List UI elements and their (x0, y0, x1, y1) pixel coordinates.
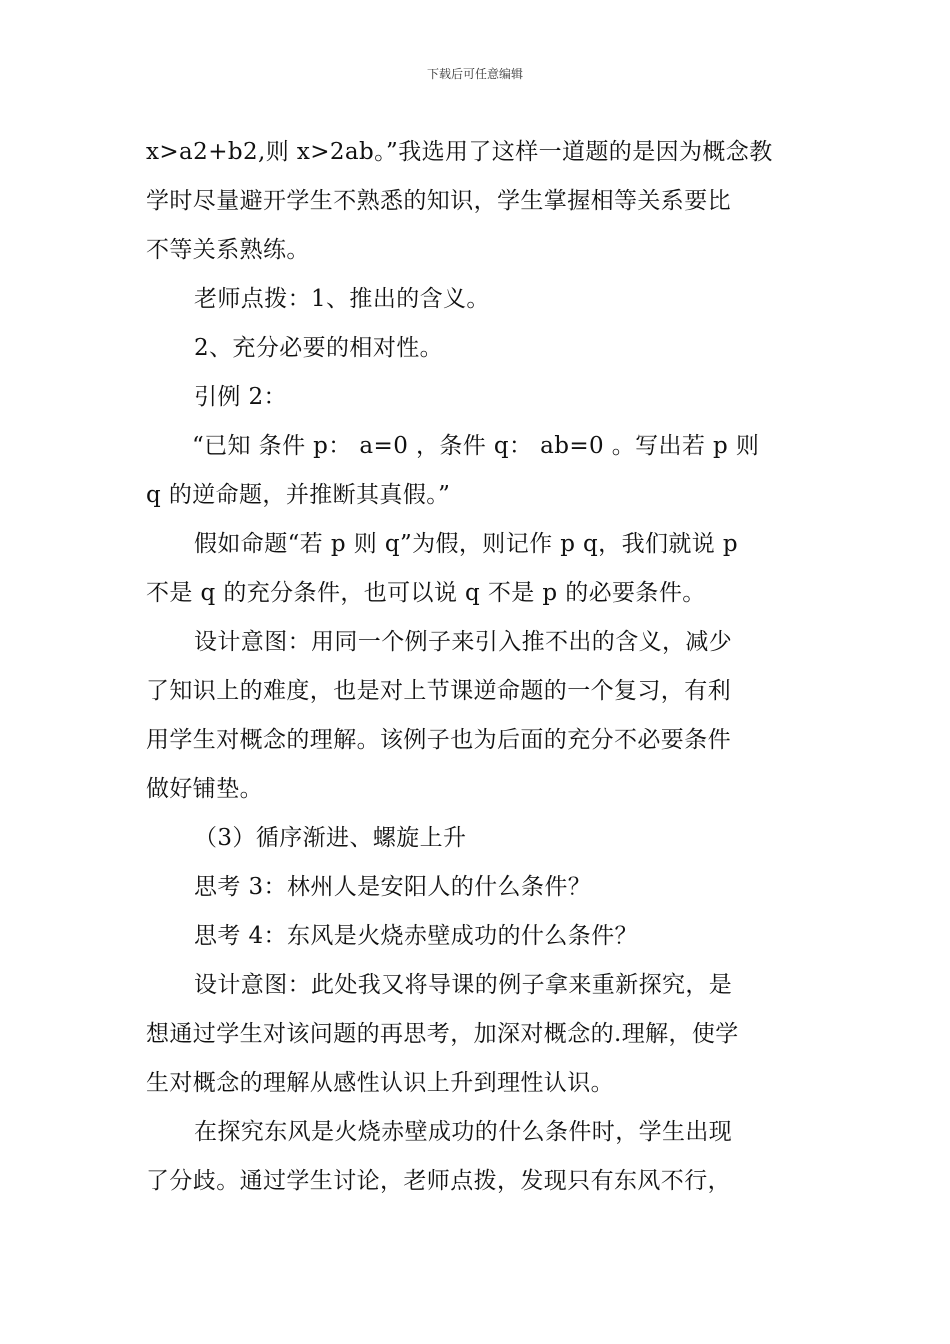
text-line: x>a2+b2,则 x>2ab。”我选用了这样一道题的是因为概念教 (146, 139, 773, 165)
text-line: 老师点拨：1、推出的含义。 (194, 286, 490, 312)
text-line: 设计意图：此处我又将导课的例子拿来重新探究，是 (194, 972, 733, 998)
text-line: 了分歧。通过学生讨论，老师点拨，发现只有东风不行， (146, 1168, 731, 1194)
text-line: q 的逆命题，并推断其真假。” (146, 482, 451, 508)
page-header-note: 下载后可任意编辑 (426, 67, 523, 81)
text-line: 学时尽量避开学生不熟悉的知识，学生掌握相等关系要比 (146, 188, 731, 214)
text-line: 想通过学生对该问题的再思考，加深对概念的.理解，使学 (146, 1021, 739, 1047)
text-line: 引例 2： (194, 384, 287, 410)
text-line: （3）循序渐进、螺旋上升 (194, 825, 467, 851)
document-body (146, 128, 806, 1206)
text-line: 2、充分必要的相对性。 (194, 335, 444, 361)
text-line: “已知 条件 p： a=0 ，条件 q： ab=0 。写出若 p 则 (192, 433, 760, 459)
text-line: 思考 4：东风是火烧赤壁成功的什么条件？ (194, 923, 638, 949)
text-line: 假如命题“若 p 则 q”为假，则记作 p q，我们就说 p (194, 531, 738, 557)
text-line: 了知识上的难度，也是对上节课逆命题的一个复习，有利 (146, 678, 731, 704)
text-line: 不等关系熟练。 (146, 237, 310, 263)
text-line: 在探究东风是火烧赤壁成功的什么条件时，学生出现 (194, 1119, 733, 1145)
text-line: 设计意图：用同一个例子来引入推不出的含义，减少 (194, 629, 733, 655)
text-line: 做好铺垫。 (146, 776, 263, 802)
text-line: 思考 3：林州人是安阳人的什么条件？ (194, 874, 592, 900)
text-line: 用学生对概念的理解。该例子也为后面的充分不必要条件 (146, 727, 731, 753)
text-line: 不是 q 的充分条件，也可以说 q 不是 p 的必要条件。 (146, 580, 706, 606)
text-line: 生对概念的理解从感性认识上升到理性认识。 (146, 1070, 614, 1096)
